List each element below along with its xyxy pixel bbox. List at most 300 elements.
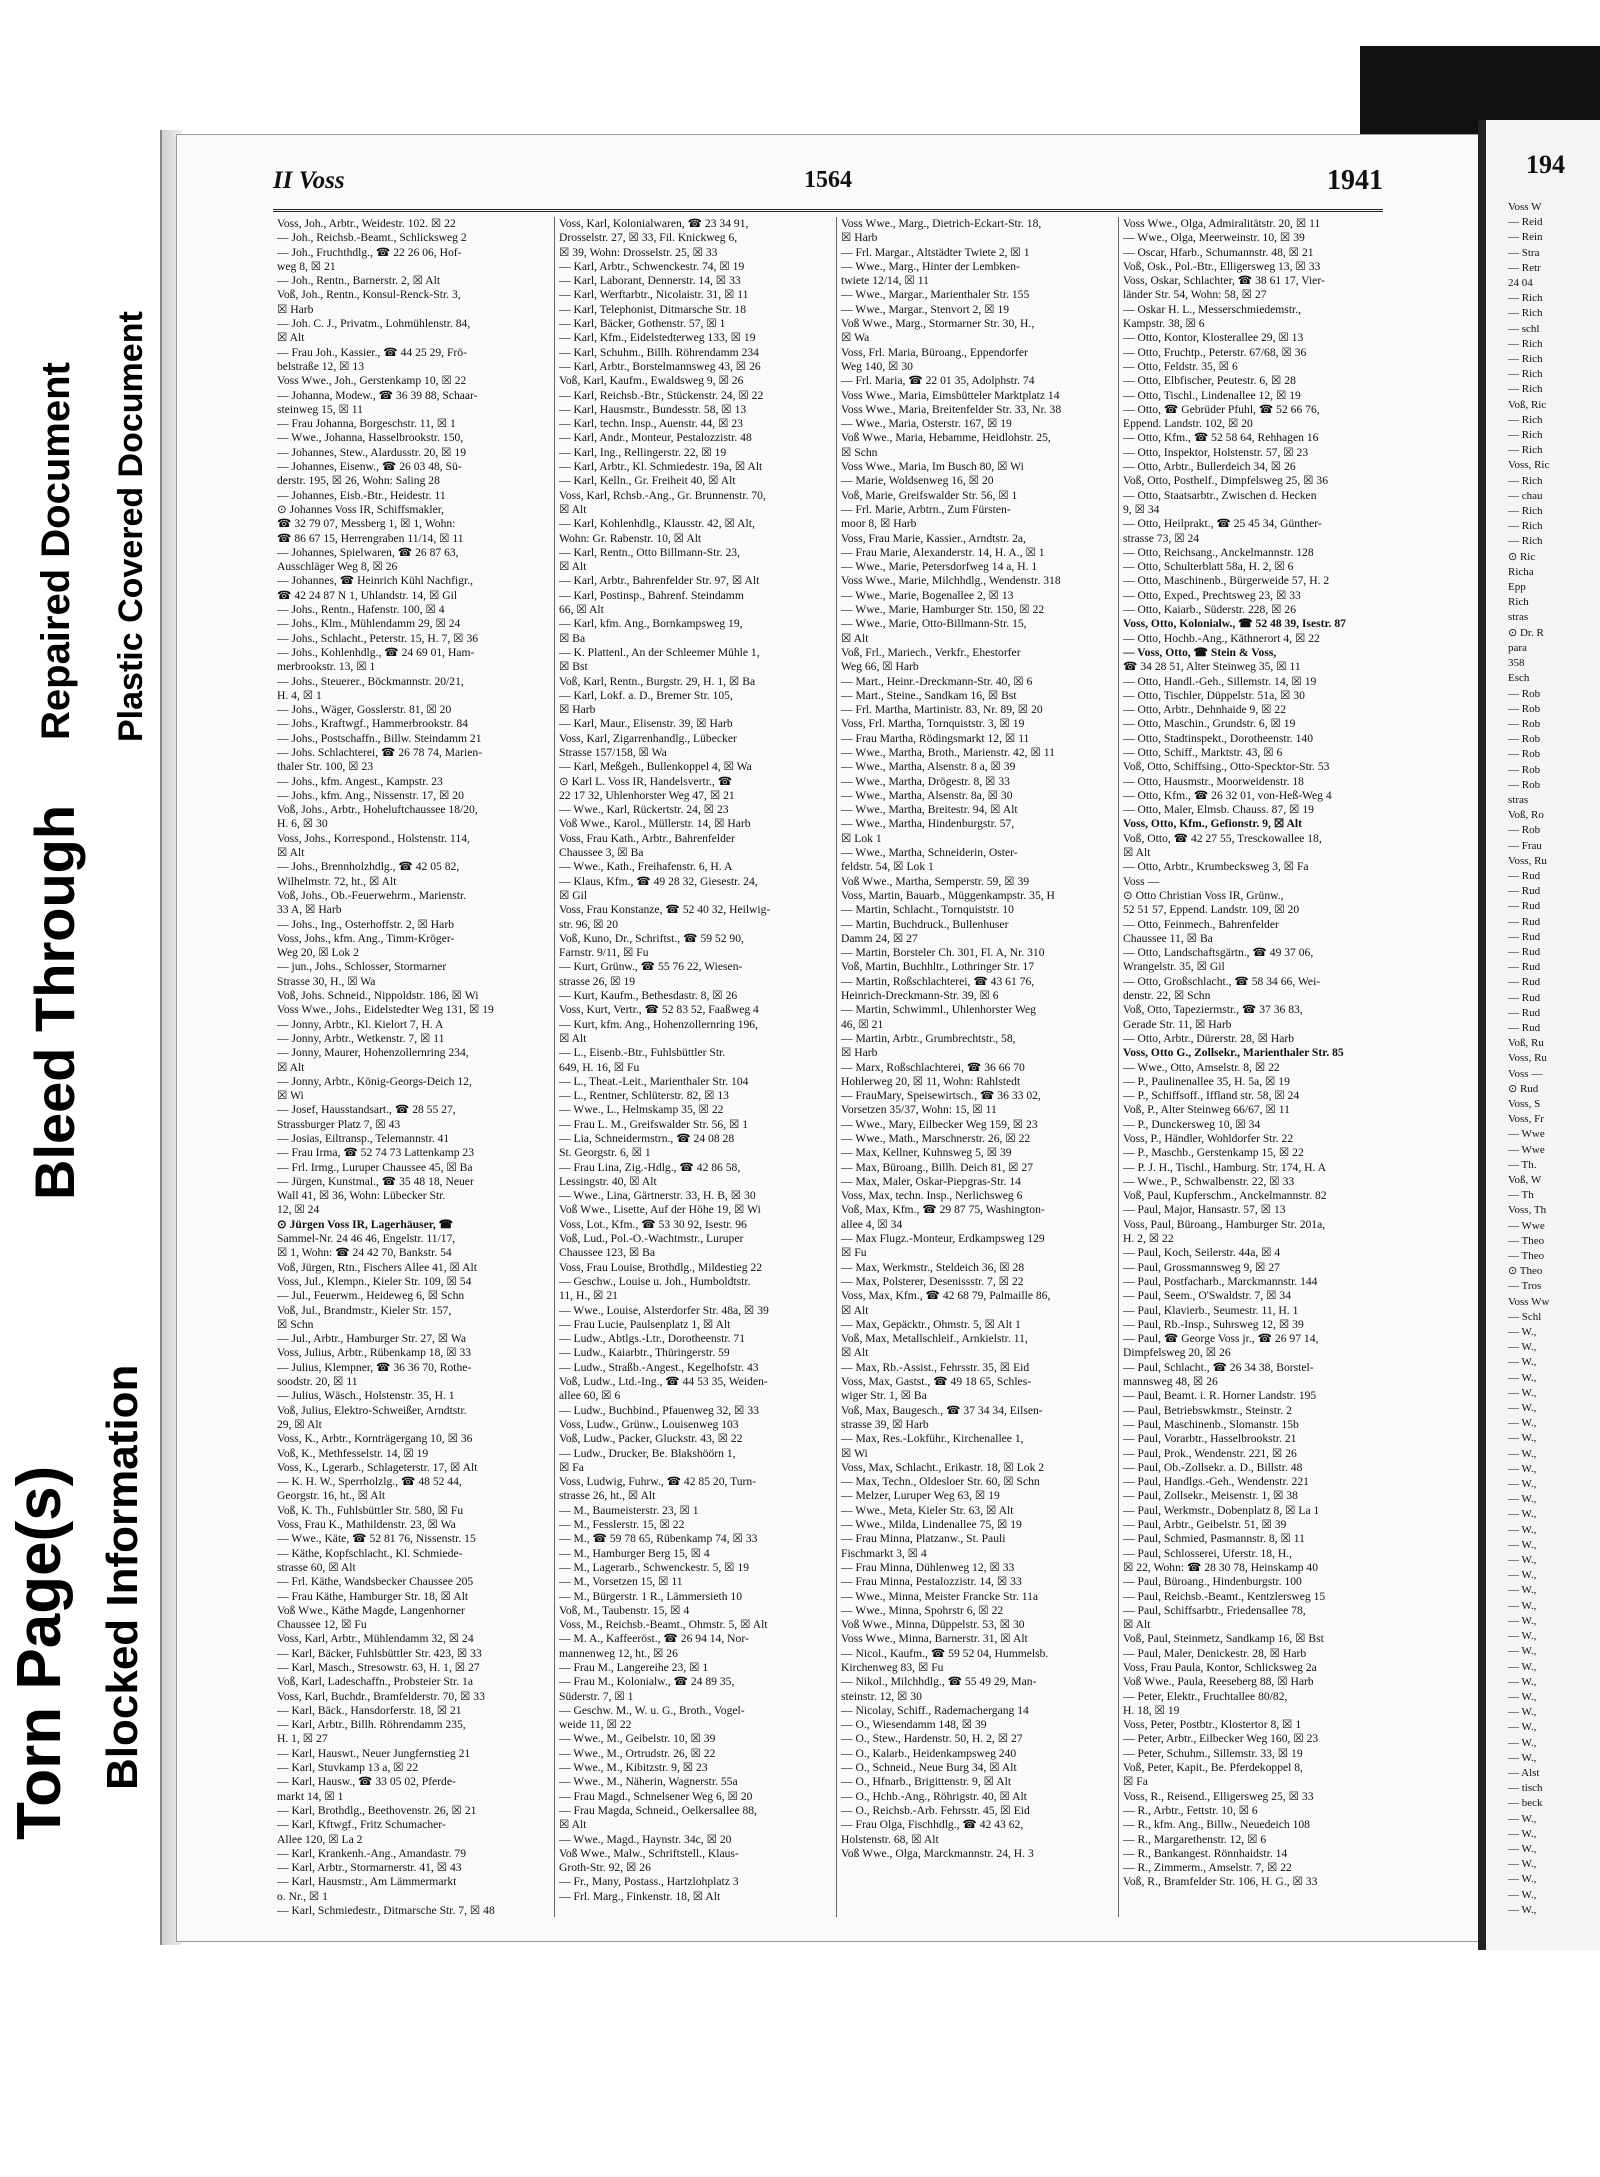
adjacent-page-line: — W., xyxy=(1508,1873,1537,1886)
directory-entry: — Karl, Stuvkamp 13 a, ☒ 22 xyxy=(277,1761,419,1775)
directory-entry: Voss Wwe., Maria, Im Busch 80, ☒ Wi xyxy=(841,460,1024,474)
directory-entry: — Max, Maler, Oskar-Piepgras-Str. 14 xyxy=(841,1174,1021,1188)
directory-entry: Voss, Martin, Bauarb., Müggenkampstr. 35, H xyxy=(841,888,1055,902)
adjacent-page-line: — Th xyxy=(1508,1189,1534,1202)
directory-entry: — Max, Techn., Oldesloer Str. 60, ☒ Schn xyxy=(841,1475,1040,1489)
directory-entry: — Max, Rb.-Assist., Fehrsstr. 35, ☒ Eid xyxy=(841,1360,1030,1374)
directory-entry: — Joh., Fruchthdlg., ☎ 22 26 06, Hof- xyxy=(277,245,462,259)
directory-entry: ☒ Harb xyxy=(559,703,596,717)
adjacent-page-line: — Rud xyxy=(1508,915,1541,928)
directory-entry: — Johs., Rentn., Hafenstr. 100, ☒ 4 xyxy=(277,603,445,617)
directory-entry: — Paul, Werkmstr., Dobenplatz 8, ☒ La 1 xyxy=(1123,1503,1320,1517)
directory-entry: steinstr. 12, ☒ 30 xyxy=(841,1689,922,1703)
directory-entry: Voß, K. Th., Fuhlsbüttler Str. 580, ☒ Fu xyxy=(277,1503,464,1517)
adjacent-page-line: — Rud xyxy=(1508,991,1541,1004)
directory-entry: — Jonny, Arbtr., Kl. Kielort 7, H. A xyxy=(277,1017,444,1031)
adjacent-page xyxy=(1486,120,1600,1950)
page-number: 1564 xyxy=(804,167,852,193)
directory-entry: Allee 120, ☒ La 2 xyxy=(277,1832,363,1846)
directory-entry: — Karl, Krankenh.-Ang., Amandastr. 79 xyxy=(277,1846,467,1860)
directory-entry: — Martin, Schlacht., Tornquiststr. 10 xyxy=(841,903,1014,917)
directory-entry: Voß Wwe., Lisette, Auf der Höhe 19, ☒ Wi xyxy=(559,1203,761,1217)
directory-entry: Voss, M., Reichsb.-Beamt., Ohmstr. 5, ☒ Alt xyxy=(559,1618,768,1632)
bottom-margin xyxy=(0,2046,1600,2177)
directory-entry: — Karl, Arbtr., Schwenckestr. 74, ☒ 19 xyxy=(559,259,745,273)
directory-entry: — Paul, Schlacht., ☎ 26 34 38, Borstel- xyxy=(1123,1360,1314,1374)
adjacent-page-line: Voss, Ric xyxy=(1508,459,1550,472)
directory-entry: Fischmarkt 3, ☒ 4 xyxy=(841,1546,927,1560)
directory-entry: str. 96, ☒ 20 xyxy=(559,917,619,931)
directory-entry: Weg 140, ☒ 30 xyxy=(841,359,913,373)
directory-entry: 11, H., ☒ 21 xyxy=(559,1289,618,1303)
directory-entry: — Max, Res.-Lokführ., Kirchenallee 1, xyxy=(841,1432,1024,1446)
directory-entry: ☒ Alt xyxy=(277,846,305,860)
adjacent-page-line: — Rob xyxy=(1508,702,1541,715)
directory-entry: — Karl, Bäcker, Gothenstr. 57, ☒ 1 xyxy=(559,317,726,331)
directory-entry: — Wwe., L., Helmskamp 35, ☒ 22 xyxy=(559,1103,724,1117)
directory-entry: steinweg 15, ☒ 11 xyxy=(277,402,363,416)
adjacent-page-line: — Rob xyxy=(1508,763,1541,776)
label-blocked-information: Blocked Information xyxy=(98,1364,147,1790)
directory-entry: Voß, K., Methfesselstr. 14, ☒ 19 xyxy=(277,1446,429,1460)
directory-entry: Voss, Karl, Zigarrenhandlg., Lübecker xyxy=(559,731,737,745)
directory-entry: Voß, Martin, Buchhltr., Lothringer Str. 17 xyxy=(841,960,1035,974)
directory-entry: 22 17 32, Uhlenhorster Weg 47, ☒ 21 xyxy=(559,788,735,802)
directory-entry: — Wwe., Margar., Stenvort 2, ☒ 19 xyxy=(841,302,1010,316)
directory-entry: ☒ Alt xyxy=(559,1031,587,1045)
directory-entry: — Kurt, Grünw., ☎ 55 76 22, Wiesen- xyxy=(559,960,743,974)
directory-entry: feldstr. 54, ☒ Lok 1 xyxy=(841,860,934,874)
directory-entry: Gerade Str. 11, ☒ Harb xyxy=(1123,1017,1232,1031)
directory-entry: — Frau L. M., Greifswalder Str. 56, ☒ 1 xyxy=(559,1117,749,1131)
directory-entry: — Karl, Telephonist, Ditmarsche Str. 18 xyxy=(559,302,747,316)
directory-entry: — Ludw., Straßb.-Angest., Kegelhofstr. 43 xyxy=(559,1360,759,1374)
directory-entry: H. 4, ☒ 1 xyxy=(277,688,322,702)
directory-entry: Chaussee 12, ☒ Fu xyxy=(277,1618,367,1632)
adjacent-page-line: — Rud xyxy=(1508,930,1541,943)
label-repaired-document: Repaired Document xyxy=(34,362,78,740)
directory-entry: ☒ Wa xyxy=(841,331,870,345)
directory-entry: Wilhelmstr. 72, ht., ☒ Alt xyxy=(277,874,397,888)
adjacent-page-line: — W., xyxy=(1508,1827,1537,1840)
directory-entry: Wohn: Gr. Rabenstr. 10, ☒ Alt xyxy=(559,531,702,545)
directory-entry: — Johanna, Modew., ☎ 36 39 88, Schaar- xyxy=(277,388,478,402)
directory-entry: — Max, Polsterer, Desenissstr. 7, ☒ 22 xyxy=(841,1274,1024,1288)
adjacent-page-line: — W., xyxy=(1508,1538,1537,1551)
directory-entry: — Johs., Brennholzhdlg., ☎ 42 05 82, xyxy=(277,860,460,874)
directory-entry: Voss Wwe., Marg., Dietrich-Eckart-Str. 18, xyxy=(841,217,1042,230)
directory-entry: — Oskar H. L., Messerschmiedemstr., xyxy=(1123,302,1302,316)
directory-entry: — Karl, Reichsb.-Btr., Stückenstr. 24, ☒ 22 xyxy=(559,388,764,402)
directory-entry: ☒ 39, Wohn: Drosselstr. 25, ☒ 33 xyxy=(559,245,718,259)
directory-entry: Sammel-Nr. 24 46 46, Engelstr. 11/17, xyxy=(277,1232,456,1246)
directory-entry: — R., Bankangest. Rönnhaidstr. 14 xyxy=(1123,1846,1288,1860)
adjacent-page-line: — Rob xyxy=(1508,778,1541,791)
directory-entry: — Wwe., Minna, Meister Francke Str. 11a xyxy=(841,1589,1039,1603)
directory-entry: — Wwe., Kath., Freihafenstr. 6, H. A xyxy=(559,860,733,874)
directory-entry: — Frau Käthe, Hamburger Str. 18, ☒ Alt xyxy=(277,1589,469,1603)
directory-entry: St. Georgstr. 6, ☒ 1 xyxy=(559,1146,651,1160)
directory-entry: — Otto, Staatsarbtr., Zwischen d. Hecken xyxy=(1123,488,1317,502)
directory-column-1 xyxy=(273,217,555,1917)
directory-entry: ☒ Alt xyxy=(277,1060,305,1074)
directory-entry: 12, ☒ 24 xyxy=(277,1203,320,1217)
directory-entry: — Johs., Klm., Mühlendamm 29, ☒ 24 xyxy=(277,617,461,631)
directory-entry: — Frau Lucie, Paulsenplatz 1, ☒ Alt xyxy=(559,1317,731,1331)
directory-entry: ☒ Fa xyxy=(1123,1775,1148,1789)
directory-entry: — Karl, Hausw., ☎ 33 05 02, Pferde- xyxy=(277,1775,456,1789)
directory-entry: — Wwe., Johanna, Hasselbrookstr. 150, xyxy=(277,431,464,445)
directory-entry: — Käthe, Kopfschlacht., Kl. Schmiede- xyxy=(277,1546,463,1560)
directory-entry: Voss, K., Arbtr., Kornträgergang 10, ☒ 36 xyxy=(277,1432,473,1446)
directory-entry: Voss, Frau K., Mathildenstr. 23, ☒ Wa xyxy=(277,1518,456,1532)
directory-entry: Voß, Otto, ☎ 42 27 55, Tresckowallee 18, xyxy=(1123,831,1322,845)
directory-entry: Wrangelstr. 35, ☒ Gil xyxy=(1123,960,1225,974)
adjacent-page-line: ⊙ Dr. R xyxy=(1508,626,1544,639)
directory-entry: H. 2, ☒ 22 xyxy=(1123,1232,1174,1246)
directory-entry: Süderstr. 7, ☒ 1 xyxy=(559,1689,634,1703)
directory-entry: — Joh. C. J., Privatm., Lohmühlenstr. 84, xyxy=(277,317,471,331)
directory-entry: ☒ Harb xyxy=(277,302,314,316)
directory-entry: — Frl. Martha, Martinistr. 83, Nr. 89, ☒ 20 xyxy=(841,703,1043,717)
directory-entry: — Karl, Arbtr., Kl. Schmiedestr. 19a, ☒ Alt xyxy=(559,460,763,474)
directory-entry: — Otto, Handl.-Geh., Sillemstr. 14, ☒ 19 xyxy=(1123,674,1317,688)
directory-entry: Eppend. Landstr. 102, ☒ 20 xyxy=(1123,417,1253,431)
directory-entry: — Paul, Vorarbtr., Hasselbrookstr. 21 xyxy=(1123,1432,1297,1446)
directory-entry: ☒ Wi xyxy=(841,1446,868,1460)
directory-entry: Voß, Karl, Rentn., Burgstr. 29, H. 1, ☒ Ba xyxy=(559,674,756,688)
directory-entry: — Jonny, Maurer, Hohenzollernring 234, xyxy=(277,1046,469,1060)
directory-entry: allee 4, ☒ 34 xyxy=(841,1217,903,1231)
directory-entry: Voss, Frau Paula, Kontor, Schlicksweg 2a xyxy=(1123,1660,1317,1674)
directory-entry: ☒ Alt xyxy=(559,560,587,574)
directory-entry: H. 18, ☒ 19 xyxy=(1123,1703,1180,1717)
directory-entry: — Ludw., Abtlgs.-Ltr., Dorotheenstr. 71 xyxy=(559,1332,746,1346)
directory-entry: — Wwe., Marie, Petersdorfweg 14 a, H. 1 xyxy=(841,560,1038,574)
directory-entry: — Mart., Steine., Sandkam 16, ☒ Bst xyxy=(841,688,1017,702)
directory-entry: — Otto, Arbtr., Dürerstr. 28, ☒ Harb xyxy=(1123,1031,1295,1045)
directory-entry: — Otto, Großschlacht., ☎ 58 34 66, Wei- xyxy=(1123,974,1321,988)
directory-entry: — Frau Joh., Kassier., ☎ 44 25 29, Frö- xyxy=(277,345,467,359)
directory-entry: Voß Wwe., Olga, Marckmannstr. 24, H. 3 xyxy=(841,1846,1034,1860)
directory-entry: — Julius, Wäsch., Holstenstr. 35, H. 1 xyxy=(277,1389,455,1403)
directory-entry: Voss, Otto G., Zollsekr., Marienthaler Str. 85 xyxy=(1123,1046,1344,1060)
directory-entry: mannenweg 12, ht., ☒ 26 xyxy=(559,1646,678,1660)
directory-entry: weg 8, ☒ 21 xyxy=(277,259,336,273)
directory-entry: — Nicol., Kaufm., ☎ 59 52 04, Hummelsb. xyxy=(841,1646,1049,1660)
directory-entry: — Jul., Arbtr., Hamburger Str. 27, ☒ Wa xyxy=(277,1332,467,1346)
directory-entry: — Otto, Feinmech., Bahrenfelder xyxy=(1123,917,1279,931)
directory-entry: Voß, Otto, Tapeziermstr., ☎ 37 36 83, xyxy=(1123,1003,1303,1017)
directory-entry: — O., Stew., Hardenstr. 50, H. 2, ☒ 27 xyxy=(841,1732,1023,1746)
adjacent-page-line: — Rud xyxy=(1508,1006,1541,1019)
directory-entry: — Paul, Koch, Seilerstr. 44a, ☒ 4 xyxy=(1123,1246,1281,1260)
directory-entry: 33 A, ☒ Harb xyxy=(277,903,342,917)
directory-entry: Voß, Max, Metallschleif., Arnkielstr. 11, xyxy=(841,1332,1028,1346)
directory-entry: — Paul, Büroang., Hindenburgstr. 100 xyxy=(1123,1575,1302,1589)
directory-entry: — Jonny, Arbtr., Wetkenstr. 7, ☒ 11 xyxy=(277,1031,445,1045)
directory-entry: — Karl, Arbtr., Borstelmannsweg 43, ☒ 26 xyxy=(559,359,761,373)
directory-entry: Voß Wwe., Marg., Stormarner Str. 30, H., xyxy=(841,317,1035,331)
directory-entry: — Wwe., Martha, Schneiderin, Oster- xyxy=(841,846,1018,860)
directory-entry: — Paul, Handlgs.-Geh., Wendenstr. 221 xyxy=(1123,1475,1309,1489)
directory-entry: moor 8, ☒ Harb xyxy=(841,517,917,531)
directory-entry: H. 6, ☒ 30 xyxy=(277,817,328,831)
adjacent-page-line: — Rich xyxy=(1508,429,1543,442)
directory-entry: — Karl, Rentn., Otto Billmann-Str. 23, xyxy=(559,545,740,559)
directory-columns xyxy=(273,217,1403,1917)
directory-entry: Voß, Karl, Kaufm., Ewaldsweg 9, ☒ 26 xyxy=(559,374,744,388)
directory-entry: — Wwe., Math., Marschnerstr. 26, ☒ 22 xyxy=(841,1132,1031,1145)
directory-entry: — Mart., Heinr.-Dreckmann-Str. 40, ☒ 6 xyxy=(841,674,1033,688)
adjacent-page-line: — Rich xyxy=(1508,444,1543,457)
directory-entry: Voss, Karl, Buchdr., Bramfelderstr. 70, ☒ 33 xyxy=(277,1689,485,1703)
adjacent-page-line: Voss, Ru xyxy=(1508,1052,1547,1065)
directory-entry: Voss — xyxy=(1123,874,1160,888)
directory-entry: — M., ☎ 59 78 65, Rübenkamp 74, ☒ 33 xyxy=(559,1532,758,1546)
adjacent-page-line: — Rud xyxy=(1508,900,1541,913)
directory-entry: — Otto, Landschaftsgärtn., ☎ 49 37 06, xyxy=(1123,946,1314,960)
directory-entry: Voss, K., Lgerarb., Schlageterstr. 17, ☒ Alt xyxy=(277,1460,478,1474)
adjacent-page-line: — Rich xyxy=(1508,307,1543,320)
directory-entry: — Karl, Kftwgf., Fritz Schumacher- xyxy=(277,1818,446,1832)
directory-entry: — Wwe., Martha, Hindenburgstr. 57, xyxy=(841,817,1015,831)
directory-entry: Voss Wwe., Minna, Barnerstr. 31, ☒ Alt xyxy=(841,1632,1028,1646)
directory-entry: — Otto, Kontor, Klosterallee 29, ☒ 13 xyxy=(1123,331,1304,345)
adjacent-page-line: — W., xyxy=(1508,1812,1537,1825)
adjacent-page-line: — W., xyxy=(1508,1478,1537,1491)
directory-entry: ☎ 86 67 15, Herrengraben 11/14, ☒ 11 xyxy=(277,531,464,545)
directory-entry: mannsweg 48, ☒ 26 xyxy=(1123,1375,1218,1389)
adjacent-page-line: — W., xyxy=(1508,1341,1537,1354)
directory-entry: Voß, Joh., Rentn., Konsul-Renck-Str. 3, xyxy=(277,288,461,302)
directory-entry: — Paul, Zollsekr., Meisenstr. 1, ☒ 38 xyxy=(1123,1489,1298,1503)
directory-entry: — Johs., Postschaffn., Billw. Steindamm 21 xyxy=(277,731,482,745)
page-header xyxy=(273,163,1383,212)
label-bleed-through: Bleed Through xyxy=(23,804,86,1200)
directory-entry: — Nikol., Milchhdlg., ☎ 55 49 29, Man- xyxy=(841,1675,1037,1689)
directory-column-2 xyxy=(555,217,837,1917)
directory-entry: — Wwe., Meta, Kieler Str. 63, ☒ Alt xyxy=(841,1503,1014,1517)
directory-entry: Voß, Jul., Brandmstr., Kieler Str. 157, xyxy=(277,1303,452,1317)
directory-entry: — Paul, Grossmannsweg 9, ☒ 27 xyxy=(1123,1260,1280,1274)
directory-entry: — Otto, Kaiarb., Süderstr. 228, ☒ 26 xyxy=(1123,603,1297,617)
directory-entry: — Wwe., Martha, Broth., Marienstr. 42, ☒ 11 xyxy=(841,745,1055,759)
directory-entry: — Karl, Meßgeh., Bullenkoppel 4, ☒ Wa xyxy=(559,760,752,774)
directory-entry: Wall 41, ☒ 36, Wohn: Lübecker Str. xyxy=(277,1189,446,1203)
directory-entry: — Otto, Kfm., ☎ 26 32 01, von-Heß-Weg 4 xyxy=(1123,788,1332,802)
adjacent-page-line: — beck xyxy=(1508,1797,1543,1810)
directory-entry: — Martin, Arbtr., Grumbrechtstr., 58, xyxy=(841,1031,1016,1045)
directory-entry: H. 1, ☒ 27 xyxy=(277,1732,328,1746)
adjacent-page-line: — W., xyxy=(1508,1599,1537,1612)
adjacent-page-line: — W., xyxy=(1508,1554,1537,1567)
directory-entry: — P., Dunckersweg 10, ☒ 34 xyxy=(1123,1117,1261,1131)
directory-entry: — FrauMary, Speisewirtsch., ☎ 36 33 02, xyxy=(841,1089,1041,1103)
directory-entry: Voß, Otto, Schiffsing., Otto-Specktor-Str. 53 xyxy=(1123,760,1330,774)
directory-entry: — Paul, Maschinenb., Slomanstr. 15b xyxy=(1123,1417,1299,1431)
directory-entry: strasse 26, ht., ☒ Alt xyxy=(559,1489,656,1503)
directory-entry: — Wwe., Martha, Alsenstr. 8 a, ☒ 39 xyxy=(841,760,1016,774)
directory-entry: strasse 39, ☒ Harb xyxy=(841,1417,929,1431)
directory-entry: — P., Paulinenallee 35, H. 5a, ☒ 19 xyxy=(1123,1074,1290,1088)
directory-entry: denstr. 22, ☒ Schn xyxy=(1123,989,1211,1003)
directory-entry: — Wwe., Margar., Marienthaler Str. 155 xyxy=(841,288,1030,302)
directory-entry: — Lia, Schneidermstrn., ☎ 24 08 28 xyxy=(559,1132,735,1145)
directory-entry: — Karl, Kohlenhdlg., Klausstr. 42, ☒ Alt, xyxy=(559,517,755,531)
directory-entry: — Otto, Arbtr., Krumbecksweg 3, ☒ Fa xyxy=(1123,860,1309,874)
directory-entry: — Max Flugz.-Monteur, Erdkampsweg 129 xyxy=(841,1232,1045,1246)
directory-entry: — Frl. Marie, Arbtrn., Zum Fürsten- xyxy=(841,502,1011,516)
adjacent-page-line: Rich xyxy=(1508,596,1529,609)
directory-entry: Voss, Max, Gastst., ☎ 49 18 65, Schles- xyxy=(841,1375,1032,1389)
directory-entry: 52 51 57, Eppend. Landstr. 109, ☒ 20 xyxy=(1123,903,1300,917)
directory-entry: — Max, Werkmstr., Steldeich 36, ☒ 28 xyxy=(841,1260,1025,1274)
directory-entry: Holstenstr. 68, ☒ Alt xyxy=(841,1832,939,1846)
directory-entry: Dimpfelsweg 20, ☒ 26 xyxy=(1123,1346,1231,1360)
adjacent-page-line: — W., xyxy=(1508,1462,1537,1475)
directory-entry: ☒ Alt xyxy=(559,502,587,516)
adjacent-page-line: — Wwe xyxy=(1508,1219,1545,1232)
directory-entry: Weg 20, ☒ Lok 2 xyxy=(277,946,359,960)
directory-entry: Voß, Julius, Elektro-Schweißer, Arndtstr. xyxy=(277,1403,467,1417)
adjacent-page-line: — W., xyxy=(1508,1736,1537,1749)
directory-entry: — Johs., kfm. Angest., Kampstr. 23 xyxy=(277,774,443,788)
directory-entry: — M., Bürgerstr. 1 R., Lämmersieth 10 xyxy=(559,1589,743,1603)
directory-entry: — M., Hamburger Berg 15, ☒ 4 xyxy=(559,1546,710,1560)
adjacent-page-line: — W., xyxy=(1508,1660,1537,1673)
directory-entry: — L., Theat.-Leit., Marienthaler Str. 104 xyxy=(559,1074,749,1088)
adjacent-page-line: — Wwe xyxy=(1508,1128,1545,1141)
directory-entry: Voß Wwe., Martha, Semperstr. 59, ☒ 39 xyxy=(841,874,1030,888)
directory-entry: — Paul, Betriebswkmstr., Steinstr. 2 xyxy=(1123,1403,1292,1417)
directory-entry: — Martin, Borsteler Ch. 301, Fl. A, Nr. 310 xyxy=(841,946,1045,960)
directory-entry: — K. Plattenl., An der Schleemer Mühle 1, xyxy=(559,645,760,659)
adjacent-page-line: — Rich xyxy=(1508,368,1543,381)
directory-entry: — Karl, Lokf. a. D., Bremer Str. 105, xyxy=(559,688,733,702)
directory-entry: — Paul, Maler, Denickestr. 28, ☒ Harb xyxy=(1123,1646,1307,1660)
directory-entry: — Julius, Klempner, ☎ 36 36 70, Rothe- xyxy=(277,1360,472,1374)
directory-entry: — Karl, Bäck., Hansdorferstr. 18, ☒ 21 xyxy=(277,1703,462,1717)
adjacent-page-line: Voss, Fr xyxy=(1508,1113,1544,1126)
directory-entry: Voß, Osk., Pol.-Btr., Elligersweg 13, ☒ 33 xyxy=(1123,259,1321,273)
adjacent-page-line: — Rud xyxy=(1508,961,1541,974)
directory-entry: Voß Wwe., Paula, Reeseberg 88, ☒ Harb xyxy=(1123,1675,1314,1689)
directory-entry: belstraße 12, ☒ 13 xyxy=(277,359,365,373)
directory-entry: — M., Vorsetzen 15, ☒ 11 xyxy=(559,1575,683,1589)
adjacent-page-line: ⊙ Rud xyxy=(1508,1082,1539,1095)
directory-entry: Voss, Oskar, Schlachter, ☎ 38 61 17, Vier- xyxy=(1123,274,1325,288)
directory-entry: Voss, Julius, Arbtr., Rübenkamp 18, ☒ 33 xyxy=(277,1346,472,1360)
adjacent-page-line: Voß, Ro xyxy=(1508,809,1544,822)
adjacent-page-line: Voß, W xyxy=(1508,1174,1542,1186)
directory-entry: — Wwe., Olga, Meerweinstr. 10, ☒ 39 xyxy=(1123,231,1305,245)
directory-entry: — Frl. Käthe, Wandsbecker Chaussee 205 xyxy=(277,1575,474,1589)
directory-entry: — Wwe., Lina, Gärtnerstr. 33, H. B, ☒ 30 xyxy=(559,1189,756,1203)
directory-entry: — Otto, Reichsang., Anckelmannstr. 128 xyxy=(1123,545,1314,559)
directory-entry: ☒ Alt xyxy=(277,331,305,345)
directory-entry: ⊙ Johannes Voss IR, Schiffsmakler, xyxy=(277,502,445,516)
adjacent-page-line: — W., xyxy=(1508,1432,1537,1445)
directory-entry: — Otto, Tischl., Lindenallee 12, ☒ 19 xyxy=(1123,388,1301,402)
directory-entry: ☒ Fa xyxy=(559,1460,584,1474)
directory-entry: — Wwe., Magd., Haynstr. 34c, ☒ 20 xyxy=(559,1832,732,1846)
directory-entry: — Otto, Maler, Elmsb. Chauss. 87, ☒ 19 xyxy=(1123,803,1314,817)
directory-entry: Voss, Jul., Klempn., Kieler Str. 109, ☒ 54 xyxy=(277,1274,472,1288)
directory-entry: — O., Schneid., Neue Burg 34, ☒ Alt xyxy=(841,1761,1017,1775)
adjacent-page-line: Voss — xyxy=(1508,1067,1543,1080)
directory-entry: Voß, Marie, Greifswalder Str. 56, ☒ 1 xyxy=(841,488,1018,502)
adjacent-page-line: — W., xyxy=(1508,1356,1537,1369)
directory-entry: — Jul., Feuerwm., Heideweg 6, ☒ Schn xyxy=(277,1289,465,1303)
directory-entry: Voß, Ludw., Ltd.-Ing., ☎ 44 53 35, Weiden- xyxy=(559,1375,768,1389)
directory-entry: Chaussee 3, ☒ Ba xyxy=(559,846,644,860)
directory-entry: markt 14, ☒ 1 xyxy=(277,1789,344,1803)
adjacent-page-line: 24 04 xyxy=(1508,277,1533,290)
directory-entry: — Johs., Steuerer., Böckmannstr. 20/21, xyxy=(277,674,464,688)
directory-column-4 xyxy=(1119,217,1401,1917)
directory-entry: — Karl, Masch., Stresowstr. 63, H. 1, ☒ 27 xyxy=(277,1660,480,1674)
directory-entry: — Wwe., M., Geibelstr. 10, ☒ 39 xyxy=(559,1732,716,1746)
directory-entry: — Jonny, Arbtr., König-Georgs-Deich 12, xyxy=(277,1074,472,1088)
directory-entry: — Karl, kfm. Ang., Bornkampsweg 19, xyxy=(559,617,743,631)
directory-entry: Groth-Str. 92, ☒ 26 xyxy=(559,1861,651,1875)
directory-entry: Chaussee 123, ☒ Ba xyxy=(559,1246,656,1260)
directory-entry: thaler Str. 100, ☒ 23 xyxy=(277,760,374,774)
adjacent-page-line: — Th. xyxy=(1508,1158,1537,1171)
adjacent-page-line: 358 xyxy=(1508,657,1525,670)
adjacent-page-line: — Frau xyxy=(1508,839,1542,852)
directory-entry: — Max, Büroang., Billh. Deich 81, ☒ 27 xyxy=(841,1160,1034,1174)
directory-entry: — Paul, Arbtr., Geibelstr. 51, ☒ 39 xyxy=(1123,1518,1287,1532)
directory-entry: ☒ Alt xyxy=(841,1303,869,1317)
adjacent-page-line: — Theo xyxy=(1508,1250,1545,1263)
directory-entry: — Peter, Arbtr., Eilbecker Weg 160, ☒ 23 xyxy=(1123,1732,1319,1746)
directory-entry: — Fr., Many, Postass., Hartzlohplatz 3 xyxy=(559,1875,739,1889)
directory-entry: Voß, Paul, Steinmetz, Sandkamp 16, ☒ Bst xyxy=(1123,1632,1324,1646)
directory-entry: — Wwe., Maria, Osterstr. 167, ☒ 19 xyxy=(841,417,1012,431)
directory-entry: strasse 73, ☒ 24 xyxy=(1123,531,1200,545)
directory-entry: — Otto, Hochb.-Ang., Käthnerort 4, ☒ 22 xyxy=(1123,631,1320,645)
directory-entry: — Frau Minna, Platzanw., St. Pauli xyxy=(841,1532,1006,1546)
adjacent-page-line: — Tros xyxy=(1508,1280,1542,1293)
directory-entry: — R., Margarethenstr. 12, ☒ 6 xyxy=(1123,1832,1267,1846)
directory-entry: Voss, Joh., Arbtr., Weidestr. 102. ☒ 22 xyxy=(277,217,456,230)
directory-entry: — L., Eisenb.-Btr., Fuhlsbüttler Str. xyxy=(559,1046,726,1060)
directory-entry: Voss Wwe., Joh., Gerstenkamp 10, ☒ 22 xyxy=(277,374,467,388)
directory-entry: ☒ 22, Wohn: ☎ 28 30 78, Heinskamp 40 xyxy=(1123,1560,1319,1574)
directory-entry: — Wwe., Marie, Otto-Billmann-Str. 15, xyxy=(841,617,1027,631)
directory-entry: — Johs., Wäger, Gosslerstr. 81, ☒ 20 xyxy=(277,703,452,717)
directory-entry: — Otto, Stadtinspekt., Dorotheenstr. 140 xyxy=(1123,731,1313,745)
directory-entry: — O., Wiesendamm 148, ☒ 39 xyxy=(841,1718,987,1732)
directory-entry: Ausschläger Weg 8, ☒ 26 xyxy=(277,560,398,574)
directory-entry: — Wwe., Marg., Hinter der Lembken- xyxy=(841,259,1020,273)
directory-entry: — Martin, Roßschlachterei, ☎ 43 61 76, xyxy=(841,974,1035,988)
adjacent-page-line: — W., xyxy=(1508,1493,1537,1506)
adjacent-page-line: Voß, Ru xyxy=(1508,1037,1544,1050)
directory-entry: — Otto, Exped., Prechtsweg 23, ☒ 33 xyxy=(1123,588,1301,602)
adjacent-page-line: — W., xyxy=(1508,1523,1537,1536)
directory-entry: — Paul, Schiffsarbtr., Friedensallee 78, xyxy=(1123,1603,1306,1617)
directory-entry: — Karl, Kelln., Gr. Freiheit 40, ☒ Alt xyxy=(559,474,736,488)
adjacent-page-lines xyxy=(1508,200,1598,1918)
directory-entry: Voss, Otto, Kfm., Gefionstr. 9, ☒ Alt xyxy=(1123,817,1302,831)
adjacent-page-line: — W., xyxy=(1508,1858,1537,1871)
directory-entry: — R., Arbtr., Fettstr. 10, ☒ 6 xyxy=(1123,1803,1258,1817)
directory-entry: — P., Maschb., Gerstenkamp 15, ☒ 22 xyxy=(1123,1146,1304,1160)
directory-entry: — Ludw., Kaiarbtr., Thüringerstr. 59 xyxy=(559,1346,730,1360)
